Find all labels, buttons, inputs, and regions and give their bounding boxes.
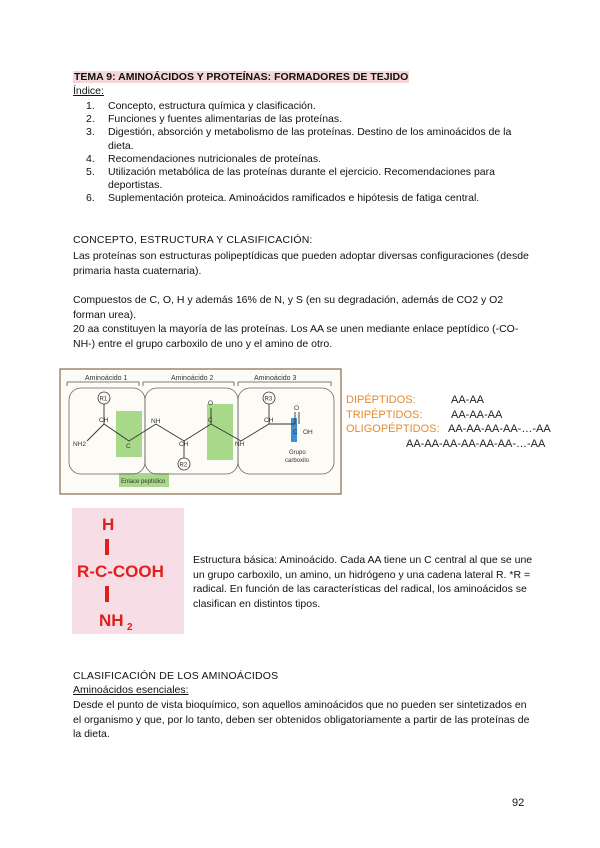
peptide-row — [346, 408, 551, 423]
classification-paragraph: Desde el punto de vista bioquímico, son aquellos aminoácidos que no pueden ser sintetizados en el organismo y que, por lo tanto, deben ser obtenidos obligatoriamente a partir de las proteínas de la dieta. — [73, 699, 530, 740]
section-heading-concept: CONCEPTO, ESTRUCTURA Y CLASIFICACIÓN: — [73, 234, 313, 246]
formula-bond-top — [105, 539, 109, 555]
page-title: TEMA 9: AMINOÁCIDOS Y PROTEÍNAS: FORMADORES DE TEJIDO — [74, 71, 409, 83]
peptide-row — [346, 393, 551, 408]
r2-text: R2 — [179, 462, 188, 469]
index-item — [86, 192, 536, 205]
concept-paragraph-1: Las proteínas son estructuras polipeptídicas que pueden adoptar diversas configuraciones (desde primaria hasta cuaternaria). — [73, 250, 529, 277]
c-text-1: C — [126, 443, 131, 450]
index-label: Índice: — [73, 85, 104, 97]
index-item — [86, 100, 536, 113]
index-number: 1. — [86, 100, 95, 112]
aa1-label: Aminoácido 1 — [85, 375, 128, 382]
o-text-2: O — [294, 405, 300, 412]
r1-text: R1 — [99, 396, 108, 403]
o-text-1: O — [208, 400, 214, 407]
index-number: 2. — [86, 113, 95, 126]
peptide-label: DIPÉPTIDOS: — [346, 394, 416, 406]
concept-paragraph-3: 20 aa constituyen la mayoría de las proteínas. Los AA se unen mediante enlace peptídico (-CO-NH-) entre el grupo carboxilo de uno y el amino de otro. — [73, 323, 519, 350]
page-number: 92 — [512, 797, 525, 809]
peptide-bond-diagram — [59, 368, 342, 495]
peptide-value: AA-AA-AA — [451, 408, 503, 421]
index-number: 4. — [86, 152, 95, 165]
subheading-essential: Aminoácidos esenciales: — [73, 684, 189, 696]
index-number: 6. — [86, 192, 95, 205]
formula-h: H — [102, 515, 115, 534]
oh-text: OH — [303, 429, 313, 436]
nh2-text: NH2 — [73, 441, 87, 448]
c-text-2: C — [208, 417, 213, 424]
nh-text-1: NH — [151, 418, 161, 425]
section-heading-classification: CLASIFICACIÓN DE LOS AMINOÁCIDOS — [73, 670, 279, 682]
index-item — [86, 153, 536, 166]
index-item — [86, 126, 536, 152]
index-number: 3. — [86, 126, 95, 139]
index-text: Suplementación proteica. Aminoácidos ramificados e hipótesis de fatiga central. — [108, 192, 480, 205]
peptide-value: AA-AA-AA-AA-…-AA — [448, 423, 551, 435]
peptide-label: TRIPÉPTIDOS: — [346, 408, 423, 421]
grupo-text: Grupo — [289, 450, 306, 456]
ch-text-2: CH — [179, 441, 189, 448]
formula-nh: NH — [99, 611, 124, 630]
formula-bond-bottom — [105, 586, 109, 602]
peptide-row — [346, 437, 551, 452]
aminoacid-formula-image — [72, 508, 184, 634]
index-item — [86, 113, 536, 126]
index-list — [86, 100, 536, 206]
peptide-bond-highlight-1 — [116, 411, 142, 457]
peptide-row: OLIGOPÉPTIDOS: AA-AA-AA-AA-…-AA — [346, 423, 551, 435]
aminoacid-description: Estructura básica: Aminoácido. Cada AA tiene un C central al que se une un grupo carboxilo, un amino, un hidrógeno y una cadena lateral R. *R = radical. En función de las características del radical, los aminoácidos se clasifican en distintos tipos. — [193, 554, 533, 610]
formula-subscript: 2 — [127, 622, 133, 633]
nh-text-2: NH — [235, 441, 245, 448]
aa2-label: Aminoácido 2 — [171, 375, 214, 382]
index-text: Digestión, absorción y metabolismo de las proteínas. Destino de los aminoácidos de la dieta. — [108, 126, 512, 152]
formula-main: R-C-COOH — [77, 562, 164, 581]
ch-text-1: CH — [99, 417, 109, 424]
peptide-list — [346, 393, 551, 451]
index-number: 5. — [86, 166, 95, 179]
c-text-3: C — [293, 429, 298, 436]
carboxilo-text: carboxilo — [285, 458, 310, 464]
peptide-value: AA-AA-AA-AA-AA-AA-…-AA — [406, 437, 546, 450]
peptide-value: AA-AA — [451, 394, 485, 406]
aa3-label: Aminoácido 3 — [254, 375, 297, 382]
index-text: Recomendaciones nutricionales de proteínas. — [108, 152, 322, 165]
index-text: Concepto, estructura química y clasificación. — [108, 100, 316, 112]
index-item — [86, 166, 536, 192]
concept-paragraph-2: Compuestos de C, O, H y además 16% de N, y S (en su degradación, además de CO2 y O2 forman urea). — [73, 294, 504, 321]
ch-text-3: CH — [264, 417, 274, 424]
r3-text: R3 — [264, 396, 273, 403]
index-text: Utilización metabólica de las proteínas durante el ejercicio. Recomendaciones para deportistas. — [108, 166, 495, 192]
index-text: Funciones y fuentes alimentarias de las proteínas. — [108, 113, 343, 126]
enlace-text: Enlace peptídico — [121, 479, 166, 485]
